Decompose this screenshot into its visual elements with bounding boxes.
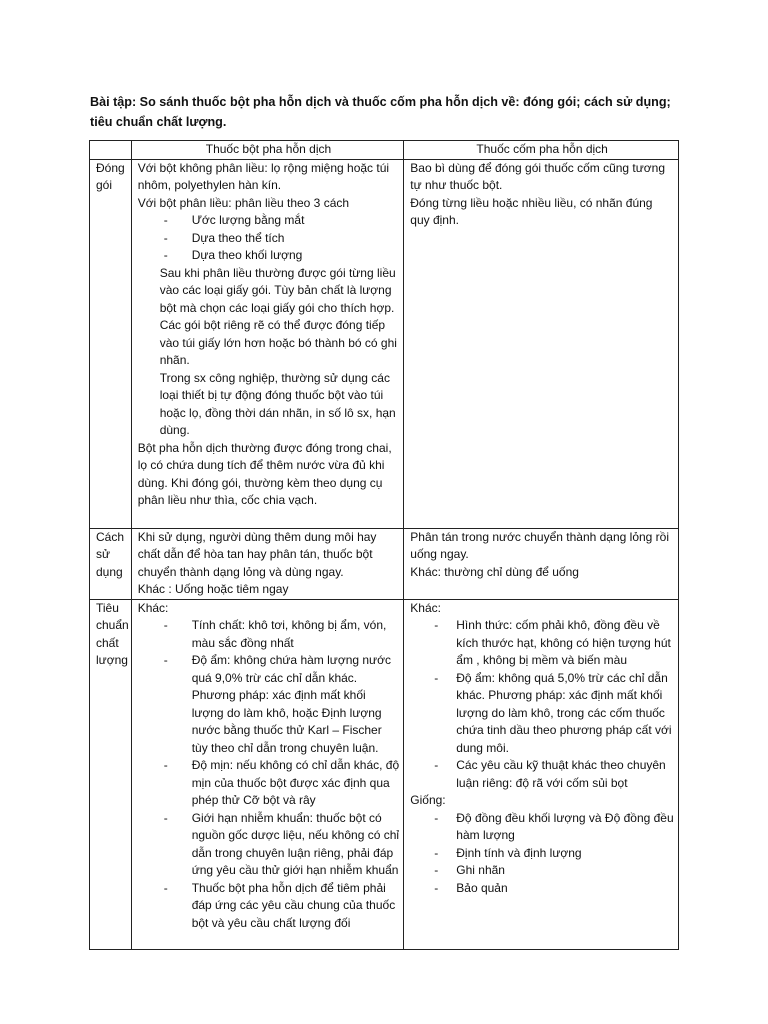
table-row bbox=[90, 159, 679, 528]
cell-text: Phân tán trong nước chuyển thành dạng lỏng rồi uống ngay. bbox=[410, 529, 670, 561]
cell-text: Khác: bbox=[410, 600, 441, 615]
usage-granule-cell bbox=[404, 528, 679, 599]
list-item: - Hình thức: cốm phải khô, đồng đều về kích thước hạt, không có hiện tượng hút ẩm , không bị mềm và biến màu bbox=[410, 617, 674, 670]
row-label-quality: Tiêu chuẩn chất lượng bbox=[90, 599, 132, 949]
quality-granule-list bbox=[410, 617, 674, 792]
cell-text: Đóng từng liều hoặc nhiều liều, có nhãn đúng quy định. bbox=[410, 195, 653, 227]
header-powder: Thuốc bột pha hỗn dịch bbox=[131, 141, 404, 160]
quality-granule-cell bbox=[404, 599, 679, 949]
row-label-packaging: Đóng gói bbox=[90, 159, 132, 528]
quality-powder-list bbox=[138, 617, 400, 932]
cell-text: Khác: bbox=[137, 600, 169, 615]
header-granule: Thuốc cốm pha hỗn dịch bbox=[404, 141, 679, 160]
quality-powder-cell bbox=[131, 599, 404, 949]
cell-text: Giống: bbox=[410, 793, 446, 807]
cell-text: Khi sử dụng, người dùng thêm dung môi hay chất dẫn để hòa tan hay phân tán, thuốc bột chuyển thành dạng lỏng và dùng ngay. bbox=[137, 529, 377, 579]
list-item: - Các yêu cầu kỹ thuật khác theo chuyên luận riêng: độ rã với cốm sủi bọt bbox=[410, 757, 674, 792]
exercise-heading: Bài tập: So sánh thuốc bột pha hỗn dịch và thuốc cốm pha hỗn dịch về: đóng gói; cách sử dụng; tiêu chuẩn chất lượng. bbox=[90, 95, 671, 129]
table-row bbox=[90, 599, 679, 949]
comparison-table bbox=[89, 140, 679, 950]
list-item: - Giới hạn nhiễm khuẩn: thuốc bột có nguồn gốc dược liệu, nếu không có chỉ dẫn trong chuyên luận riêng, phải đáp ứng yêu cầu thử giới hạn nhiễm khuẩn bbox=[138, 810, 400, 880]
list-item: - Độ đồng đều khối lượng và Độ đồng đều hàm lượng bbox=[410, 810, 674, 845]
list-item: - Ước lượng bằng mắt bbox=[138, 212, 400, 230]
list-item: - Định tính và định lượng bbox=[410, 845, 674, 863]
cell-text: Trong sx công nghiệp, thường sử dụng các loại thiết bị tự động đóng thuốc bột vào túi hoặc lọ, đồng thời dán nhãn, in số lô sx, hạn dùng. bbox=[159, 370, 396, 437]
quality-common-list bbox=[410, 810, 674, 898]
cell-text: Bao bì dùng để đóng gói thuốc cốm cũng tương tự như thuốc bột. bbox=[410, 160, 666, 192]
cell-text: Bột pha hỗn dịch thường được đóng trong chai, lọ có chứa dung tích để thêm nước vừa đủ khi dùng. Khi đóng gói, thường kèm theo dụng cụ phân liều như thìa, cốc chia vạch. bbox=[137, 440, 392, 507]
cell-text: Khác: thường chỉ dùng để uống bbox=[410, 564, 579, 579]
usage-powder-cell bbox=[131, 528, 404, 599]
table-header-row bbox=[90, 141, 679, 160]
table-row bbox=[90, 528, 679, 599]
list-item: - Ghi nhãn bbox=[410, 862, 674, 880]
list-item: - Bảo quản bbox=[410, 880, 674, 898]
list-item: - Dựa theo khối lượng bbox=[138, 247, 400, 265]
cell-text: Sau khi phân liều thường được gói từng liều vào các loại giấy gói. Tùy bản chất là lượng bột mà chọn các loại giấy gói cho thích hợp. Các gói bột riêng rẽ có thể được đóng tiếp vào túi giấy lớn hơn hoặc bó thành bó có ghi nhãn. bbox=[159, 265, 397, 367]
cell-text: Với bột phân liều: phân liều theo 3 cách bbox=[137, 195, 350, 210]
cell-text: Với bột không phân liều: lọ rộng miệng hoặc túi nhôm, polyethylen hàn kín. bbox=[137, 160, 390, 192]
list-item: - Độ mịn: nếu không có chỉ dẫn khác, độ mịn của thuốc bột được xác định qua phép thử Cỡ bột và rây bbox=[138, 757, 400, 810]
packaging-granule-cell bbox=[404, 159, 679, 528]
header-empty bbox=[90, 141, 132, 160]
row-label-usage: Cách sử dụng bbox=[90, 528, 132, 599]
list-item: - Độ ẩm: không chứa hàm lượng nước quá 9,0% trừ các chỉ dẫn khác. Phương pháp: xác định mất khối lượng do làm khô, hoặc Định lượng nước bằng thuốc thử Karl – Fischer tùy theo chỉ dẫn trong chuyên luận. bbox=[138, 652, 400, 757]
list-item: - Tính chất: khô tơi, không bị ẩm, vón, màu sắc đồng nhất bbox=[138, 617, 400, 652]
packaging-powder-cell bbox=[131, 159, 404, 528]
list-item: - Thuốc bột pha hỗn dịch để tiêm phải đáp ứng các yêu cầu chung của thuốc bột và yêu cầu chất lượng đối bbox=[138, 880, 400, 933]
cell-text: Khác : Uống hoặc tiêm ngay bbox=[137, 582, 289, 596]
list-item: - Độ ẩm: không quá 5,0% trừ các chỉ dẫn khác. Phương pháp: xác định mất khối lượng do làm khô, trong các cốm thuốc chứa tinh dầu theo phương pháp cất với dung môi. bbox=[410, 670, 674, 758]
dosing-methods-list bbox=[138, 212, 400, 265]
list-item: - Dựa theo thể tích bbox=[138, 230, 400, 248]
